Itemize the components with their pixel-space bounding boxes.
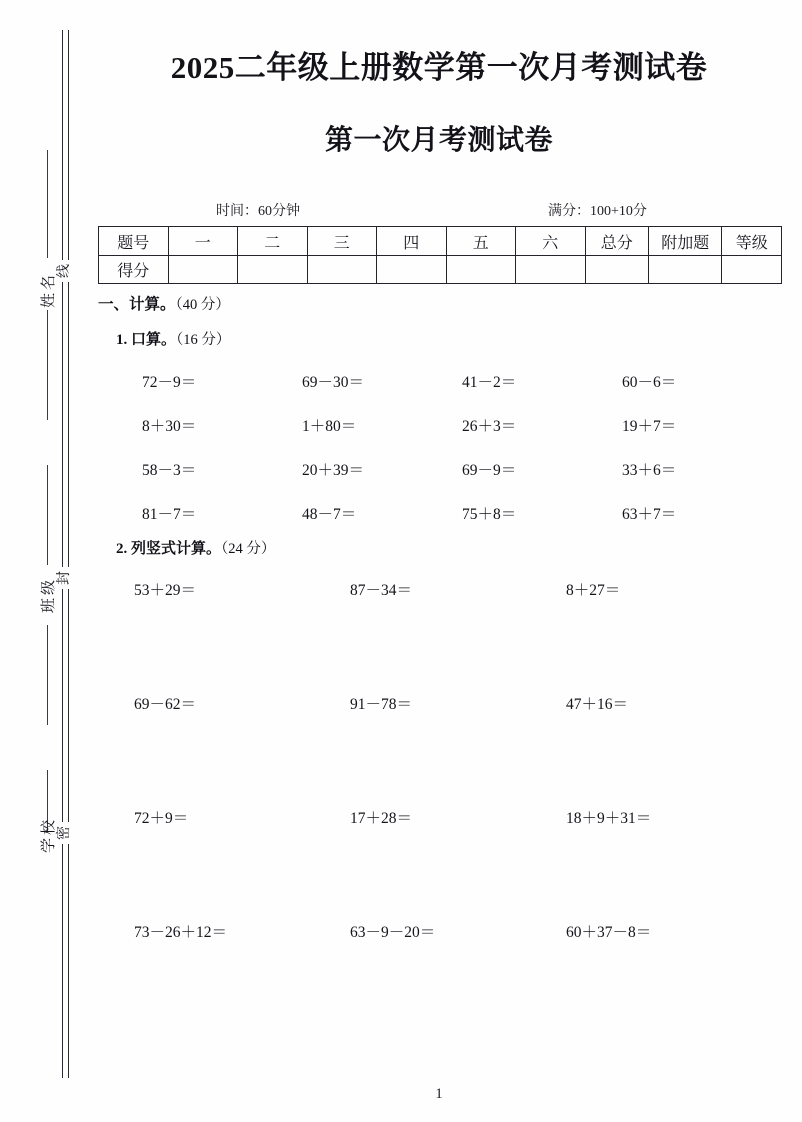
vertical-problem[interactable]: 73－26＋12＝ (134, 924, 228, 941)
score-cell-1[interactable] (168, 256, 238, 284)
section-heading-1-text: 一、计算。 (98, 296, 176, 313)
vertical-problem[interactable]: 8＋27＝ (566, 582, 621, 599)
score-cell-5[interactable] (446, 256, 516, 284)
subsection-heading-vertical-points: （24 分） (221, 541, 276, 557)
seal-line-sidebar (0, 0, 96, 1122)
table-row-header (99, 227, 782, 256)
table-row-scores (99, 256, 782, 284)
oral-calculation-grid (142, 370, 782, 546)
page-number: 1 (435, 1086, 443, 1102)
oral-problem[interactable]: 81－7＝ (142, 506, 197, 523)
score-cell-bonus[interactable] (648, 256, 722, 284)
oral-problem[interactable]: 20＋39＝ (302, 462, 365, 479)
vertical-calculation-grid (134, 578, 782, 1034)
oral-problem[interactable]: 48－7＝ (302, 506, 357, 523)
subsection-heading-vertical-text: 2. 列竖式计算。 (116, 541, 222, 557)
subsection-heading-oral-text: 1. 口算。 (116, 332, 177, 348)
page-title: 2025二年级上册数学第一次月考测试卷 (170, 50, 708, 85)
field-label-class: 班级 (41, 577, 57, 614)
subsection-heading-vertical (116, 537, 275, 558)
write-line-class-top (47, 465, 48, 565)
score-table-col-1: 一 (168, 227, 238, 256)
vertical-row-4 (134, 920, 782, 1034)
oral-problem[interactable]: 1＋80＝ (302, 418, 357, 435)
score-table-col-2: 二 (238, 227, 308, 256)
field-label-school: 学校 (41, 817, 57, 854)
score-table-col-3: 三 (307, 227, 377, 256)
oral-problem[interactable]: 33＋6＝ (622, 462, 677, 479)
section-heading-1-points: （40 分） (175, 297, 230, 313)
seal-word-line: 线 (52, 260, 78, 282)
score-table-col-grade: 等级 (722, 227, 782, 256)
exam-duration-label: 时间：60分钟 (216, 204, 300, 219)
section-heading-1 (98, 292, 230, 314)
score-cell-6[interactable] (516, 256, 586, 284)
oral-problem[interactable]: 63＋7＝ (622, 506, 677, 523)
oral-problem[interactable]: 60－6＝ (622, 374, 677, 391)
score-cell-2[interactable] (238, 256, 308, 284)
subsection-heading-oral (116, 328, 230, 349)
score-cell-total[interactable] (585, 256, 648, 284)
oral-problem[interactable]: 58－3＝ (142, 462, 197, 479)
oral-row-3 (142, 458, 782, 502)
vertical-problem[interactable]: 17＋28＝ (350, 810, 413, 827)
vertical-problem[interactable]: 91－78＝ (350, 696, 413, 713)
score-table (98, 226, 782, 284)
score-cell-4[interactable] (377, 256, 447, 284)
vertical-problem[interactable]: 47＋16＝ (566, 696, 629, 713)
exam-full-score-label: 满分：100+10分 (548, 204, 647, 219)
oral-problem[interactable]: 72－9＝ (142, 374, 197, 391)
oral-problem[interactable]: 26＋3＝ (462, 418, 517, 435)
oral-problem[interactable]: 69－9＝ (462, 462, 517, 479)
vertical-problem[interactable]: 69－62＝ (134, 696, 197, 713)
vertical-problem[interactable]: 72＋9＝ (134, 810, 189, 827)
seal-word-secret: 密 (52, 822, 78, 844)
vertical-problem[interactable]: 53＋29＝ (134, 582, 197, 599)
write-line-name-top (47, 150, 48, 258)
seal-double-line (62, 30, 69, 1078)
oral-problem[interactable]: 19＋7＝ (622, 418, 677, 435)
score-table-col-6: 六 (516, 227, 586, 256)
score-table-col-4: 四 (377, 227, 447, 256)
write-line-class-bottom (47, 625, 48, 725)
page-subtitle: 第一次月考测试卷 (324, 125, 553, 156)
exam-meta-row (112, 200, 782, 222)
vertical-row-1 (134, 578, 782, 692)
field-label-name: 姓名 (41, 272, 57, 309)
score-table-col-bonus: 附加题 (648, 227, 722, 256)
write-line-name-bottom (47, 310, 48, 420)
oral-problem[interactable]: 75＋8＝ (462, 506, 517, 523)
oral-row-2 (142, 414, 782, 458)
vertical-row-3 (134, 806, 782, 920)
oral-problem[interactable]: 41－2＝ (462, 374, 517, 391)
vertical-problem[interactable]: 18＋9＋31＝ (566, 810, 652, 827)
vertical-problem[interactable]: 87－34＝ (350, 582, 413, 599)
vertical-problem[interactable]: 60＋37－8＝ (566, 924, 652, 941)
oral-problem[interactable]: 69－30＝ (302, 374, 365, 391)
score-table-row-label-score: 得分 (99, 256, 169, 284)
paper-content (96, 0, 802, 1122)
subsection-heading-oral-points: （16 分） (176, 332, 231, 348)
oral-row-1 (142, 370, 782, 414)
score-cell-grade[interactable] (722, 256, 782, 284)
seal-word-seal: 封 (52, 567, 78, 589)
oral-problem[interactable]: 8＋30＝ (142, 418, 197, 435)
vertical-row-2 (134, 692, 782, 806)
vertical-problem[interactable]: 63－9－20＝ (350, 924, 436, 941)
score-table-row-label-question: 题号 (99, 227, 169, 256)
score-cell-3[interactable] (307, 256, 377, 284)
score-table-col-5: 五 (446, 227, 516, 256)
score-table-col-total: 总分 (585, 227, 648, 256)
